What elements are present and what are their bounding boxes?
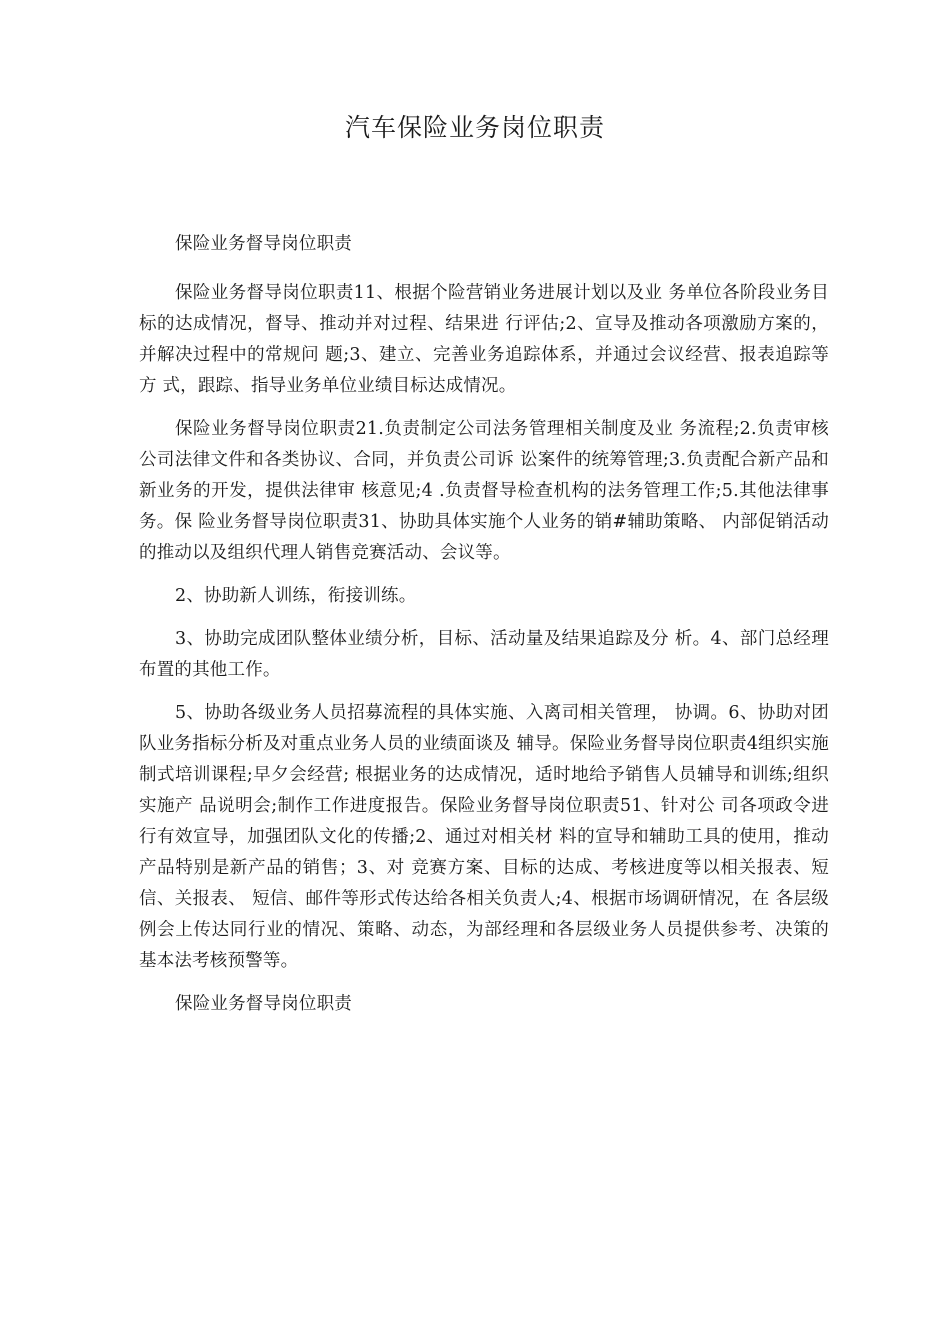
paragraph-item-2: 2、协助新人训练，衔接训练。 xyxy=(175,586,417,606)
paragraph-duty-1: 保险业务督导岗位职责11、根据个险营销业务进展计划以及业 务单位各阶段业务目标的达成情况，督导、推动并对过程、结果进 行评估;2、宣导及推动各项激励方案的，并解决过程中的常规问 题;3、建立、完善业务追踪体系，并通过会议经营、报表追踪等方 式，跟踪、指导业务单位业绩目标达成情况。 xyxy=(139,283,829,396)
document-body xyxy=(139,229,829,1032)
paragraph-item-5: 5、协助各级业务人员招募流程的具体实施、入离司相关管理， 协调。6、协助对团队业务指标分析及对重点业务人员的业绩面谈及 辅导。保险业务督导岗位职责4组织实施制式培训课程;早夕会经营; 根据业务的达成情况，适时地给予销售人员辅导和训练;组织实施产 品说明会;制作工作进度报告。保险业务督导岗位职责51、针对公 司各项政令进行有效宣导，加强团队文化的传播;2、通过对相关材 料的宣导和辅助工具的使用，推动产品特别是新产品的销售；3、对 竞赛方案、目标的达成、考核进度等以相关报表、短信、关报表、 短信、邮件等形式传达给各相关负责人;4、根据市场调研情况，在 各层级例会上传达同行业的情况、策略、动态，为部经理和各层级业务人员提供参考、决策的基本法考核预警等。 xyxy=(139,703,829,971)
section-heading: 保险业务督导岗位职责 xyxy=(175,234,352,254)
paragraph-item-3: 3、协助完成团队整体业绩分析，目标、活动量及结果追踪及分 析。4、部门总经理布置的其他工作。 xyxy=(139,629,829,680)
section-heading-end: 保险业务督导岗位职责 xyxy=(175,994,352,1014)
document-title: 汽车保险业务岗位职责 xyxy=(344,113,605,142)
paragraph-duty-2: 保险业务督导岗位职责21.负责制定公司法务管理相关制度及业 务流程;2.负责审核公司法律文件和各类协议、合同，并负责公司诉 讼案件的统筹管理;3.负责配合新产品和新业务的开发，提供法律审 核意见;4 .负责督导检查机构的法务管理工作;5.其他法律事务。保 险业务督导岗位职责31、协助具体实施个人业务的销#辅助策略、 内部促销活动的推动以及组织代理人销售竞赛活动、会议等。 xyxy=(139,419,829,563)
